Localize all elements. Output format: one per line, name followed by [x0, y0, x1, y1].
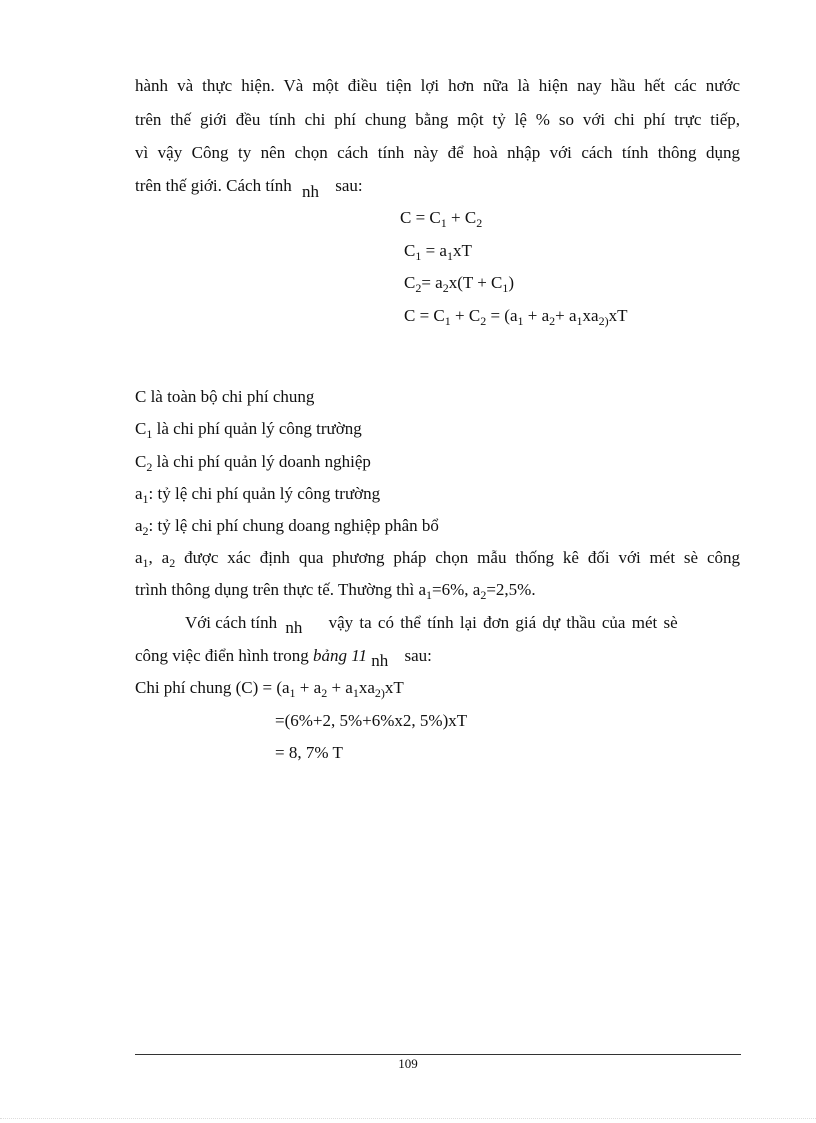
- formula-4: $C = C_1 + C_2 = (a_1 + a_2+ a_1xa_{2)}xT$: [404, 306, 628, 328]
- paragraph-line: Với cách tính nh vậy ta có thể tính lại đơn giá dự thầu của mét sè: [185, 613, 678, 637]
- paragraph-line: trên thế giới đều tính chi phí chung bằng một tỷ lệ % so với chi phí trực tiếp,: [135, 110, 740, 129]
- definition-line: $a_1$, $a_2$ được xác định qua phương pháp chọn mẫu thống kê đối với mét sè công: [135, 548, 741, 570]
- definition-line: $C_2$ là chi phí quản lý doanh nghiệp: [135, 452, 371, 474]
- definition-line: $C_1$ là chi phí quản lý công trường: [135, 419, 362, 441]
- paragraph-line: vì vậy Công ty nên chọn cách tính này để hoà nhập với cách tính thông dụng: [135, 143, 740, 162]
- paragraph-line: công việc điển hình trong bảng 11 nh sau:: [135, 646, 432, 670]
- definition-line: $a_1$: tỷ lệ chi phí quản lý công trường: [135, 484, 381, 506]
- formula-3: $C_2= a_2x(T + C_1)$: [404, 273, 515, 295]
- calc-line: Chi phí chung $(C) = (a_1 + a_2 + a_1xa_{2)}xT$: [135, 678, 404, 700]
- definition-line: C là toàn bộ chi phí chung: [135, 387, 315, 406]
- calc-line: = 8, 7% T: [275, 743, 343, 762]
- paragraph-line: trên thế giới. Cách tính nh sau:: [135, 176, 363, 201]
- calc-line: =(6%+2, 5%+6%x2, 5%)xT: [275, 711, 468, 730]
- paragraph-line: hành và thực hiện. Và một điều tiện lợi hơn nữa là hiện nay hầu hết các nước: [135, 76, 740, 95]
- formula-2: $C_1 = a_1xT$: [404, 241, 472, 263]
- page-number: 109: [398, 1056, 418, 1071]
- definition-line: trình thông dụng trên thực tế. Thường thì $a_1=6\%$, $a_2=2,5\%$.: [135, 580, 536, 602]
- definition-line: $a_2$: tỷ lệ chi phí chung doang nghiệp phân bổ: [135, 516, 439, 538]
- page-edge: [0, 1118, 816, 1119]
- footer-rule: [135, 1054, 741, 1055]
- formula-1: $C = C_1 + C_2$: [400, 208, 483, 230]
